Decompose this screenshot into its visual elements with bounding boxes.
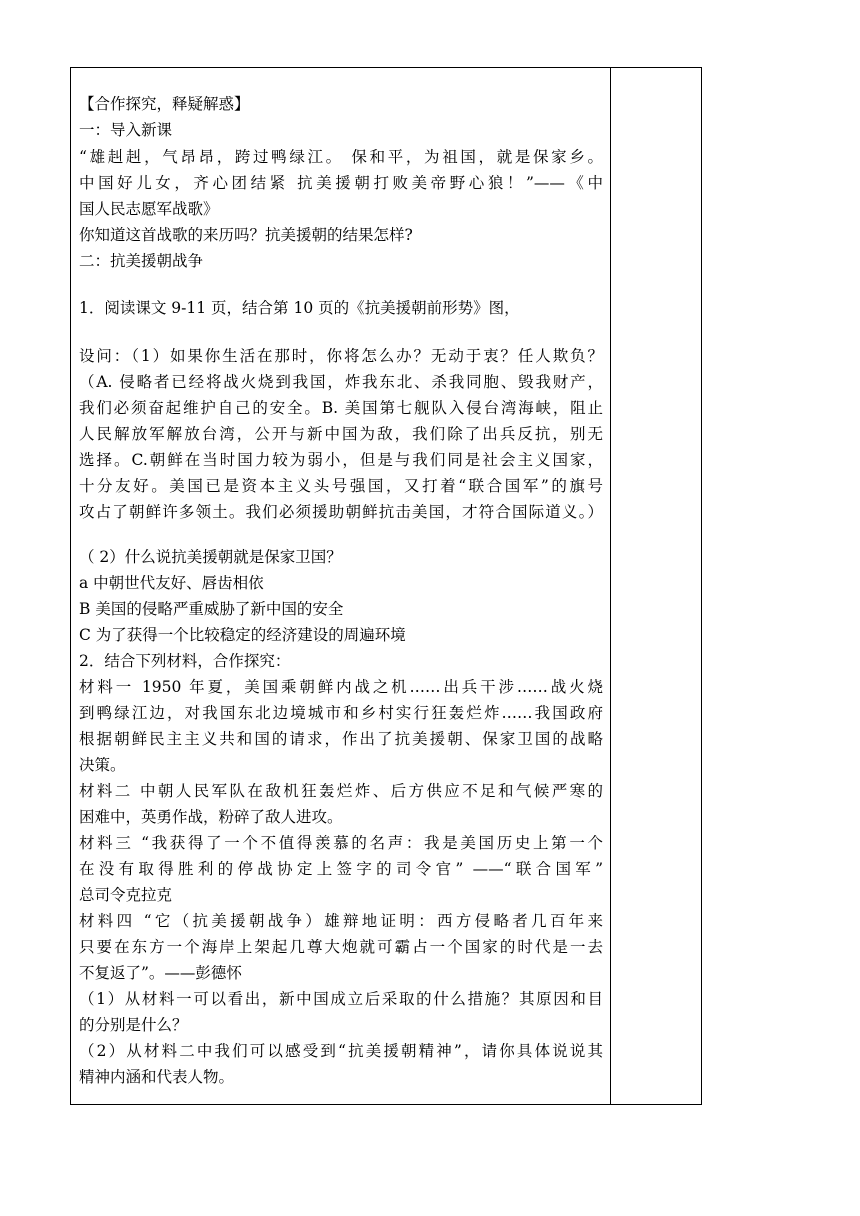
question-line: （2）从材料二中我们可以感受到“抗美援朝精神”，请你具体说说其 <box>79 1042 603 1060</box>
content-cell <box>71 68 610 1104</box>
text-line: 2．结合下列材料，合作探究： <box>79 652 291 670</box>
section-heading: 【合作探究，释疑解惑】 <box>79 95 250 113</box>
subheading-war: 二：抗美援朝战争 <box>79 252 204 270</box>
question-line: 你知道这首战歌的来历吗？抗美援朝的结果怎样? <box>79 226 413 244</box>
text-line: 材料二 中朝人民军队在敌机狂轰烂炸、后方供应不足和气候严寒的 <box>79 782 603 800</box>
text-line: 1．阅读课文 9-11 页，结合第 10 页的《抗美援朝前形势》图， <box>79 299 520 317</box>
text-line: 困难中，英勇作战，粉碎了敌人进攻。 <box>79 808 343 826</box>
text-line: 材料四 “它（抗美援朝战争）雄辩地证明：西方侵略者几百年来 <box>79 912 603 930</box>
text-line: 十分友好。美国已是资本主义头号强国，又打着“联合国军”的旗号 <box>79 477 603 495</box>
text-line: 攻占了朝鲜许多领土。我们必须援助朝鲜抗击美国，才符合国际道义。） <box>79 503 603 521</box>
subheading-intro: 一：导入新课 <box>79 121 173 139</box>
question-line: （1）从材料一可以看出，新中国成立后采取的什么措施？其原因和目 <box>79 990 603 1008</box>
text-line: 到鸭绿江边，对我国东北边境城市和乡村实行狂轰烂炸……我国政府 <box>79 704 603 722</box>
text-line: 决策。 <box>79 756 126 774</box>
text-line: 人民解放军解放台湾，公开与新中国为敌，我们除了出兵反抗，别无 <box>79 425 603 443</box>
text-line: 我们必须奋起维护自己的安全。B. 美国第七舰队入侵台湾海峡，阻止 <box>79 399 603 417</box>
text-line: 不复返了”。——彭德怀 <box>79 964 242 982</box>
text-line: 根据朝鲜民主主义共和国的请求，作出了抗美援朝、保家卫国的战略 <box>79 730 603 748</box>
text-line: 材料三 “我获得了一个不值得羡慕的名声：我是美国历史上第一个 <box>79 834 603 852</box>
question-line: 的分别是什么？ <box>79 1016 188 1034</box>
list-item: C 为了获得一个比较稳定的经济建设的周遍环境 <box>79 626 406 644</box>
text-line: 总司令克拉克 <box>79 886 173 904</box>
text-line: “雄赳赳，气昂昂，跨过鸭绿江。 保和平，为祖国，就是保家乡。 <box>79 148 603 166</box>
question-line: （ 2）什么说抗美援朝就是保家卫国？ <box>79 548 342 566</box>
text-line: （A. 侵略者已经将战火烧到我国，炸我东北、杀我同胞、毁我财产， <box>79 373 603 391</box>
question-line: 精神内涵和代表人物。 <box>79 1068 235 1086</box>
list-item: a 中朝世代友好、唇齿相依 <box>79 574 264 592</box>
text-line: 只要在东方一个海岸上架起几尊大炮就可霸占一个国家的时代是一去 <box>79 938 603 956</box>
lesson-table <box>70 67 702 1105</box>
text-line: 选择。C.朝鲜在当时国力较为弱小，但是与我们同是社会主义国家， <box>79 451 603 469</box>
text-line: 中国好儿女，齐心团结紧 抗美援朝打败美帝野心狼！”——《中 <box>79 174 603 192</box>
text-line: 在没有取得胜利的停战协定上签字的司令官” ——“联合国军” <box>79 860 603 878</box>
question-line: 设问：（1）如果你生活在那时，你将怎么办？无动于衷？任人欺负？ <box>79 347 603 365</box>
text-line: 国人民志愿军战歌》 <box>79 200 219 218</box>
list-item: B 美国的侵略严重威胁了新中国的安全 <box>79 600 344 618</box>
text-line: 材料一 1950 年夏，美国乘朝鲜内战之机……出兵干涉……战火烧 <box>79 678 603 696</box>
notes-cell <box>611 68 701 1104</box>
